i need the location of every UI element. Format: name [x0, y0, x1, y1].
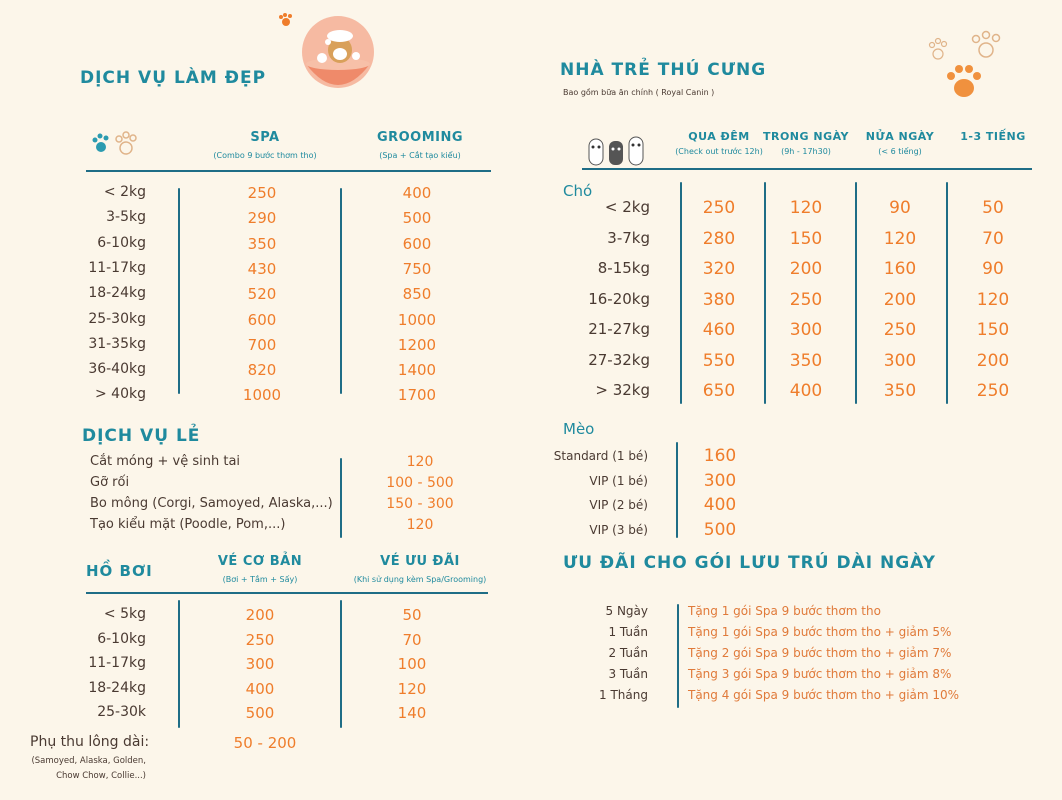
cat-type-label: VIP (3 bé) [589, 522, 648, 537]
dog-price: 200 [976, 350, 1010, 371]
spa-price: 700 [247, 335, 277, 354]
dog-price: 160 [883, 259, 917, 279]
dog-price: 250 [702, 198, 736, 218]
dog-price: 200 [883, 289, 917, 310]
spa-price: 290 [247, 209, 277, 228]
dog-price: 90 [889, 198, 911, 218]
paw-icon [926, 30, 1006, 108]
dog-price: 90 [982, 259, 1004, 279]
col-spa [195, 130, 335, 160]
boarding-col-title: TRONG NGÀY [762, 130, 850, 143]
cat-price: 300 [703, 470, 737, 491]
basic-price: 400 [245, 679, 275, 698]
boarding-col-title: QUA ĐÊM [688, 130, 750, 143]
dog-price: 150 [789, 228, 823, 249]
col-spa-sub: (Combo 9 bước thơm tho) [213, 151, 317, 160]
dog-price: 460 [702, 320, 736, 340]
weight-label: 25-30k [97, 704, 146, 720]
cat-label: Mèo [563, 420, 595, 438]
col-basic [195, 554, 325, 584]
longstay-offer: Tặng 1 gói Spa 9 bước thơm tho + giảm 5% [688, 625, 952, 639]
weight-label: < 5kg [103, 606, 146, 622]
boarding-col-title: NỬA NGÀY [865, 130, 935, 143]
boarding-col-sub: (< 6 tiếng) [878, 147, 922, 156]
surcharge-note-line-1: (Samoyed, Alaska, Golden, [31, 756, 146, 766]
paw-icon [278, 12, 294, 32]
col-basic-sub: (Bơi + Tắm + Sấy) [222, 575, 298, 584]
cat-type-label: VIP (1 bé) [589, 473, 648, 488]
longstay-offer: Tặng 4 gói Spa 9 bước thơm tho + giảm 10% [688, 688, 960, 702]
boarding-col-sub: (Check out trước 12h) [675, 147, 763, 156]
spa-price: 820 [247, 361, 277, 380]
longstay-divider [677, 604, 679, 708]
dog-weight-label: 21-27kg [588, 320, 650, 338]
col-promo [335, 554, 505, 584]
weight-label: 25-30kg [88, 310, 146, 327]
extra-divider [340, 458, 342, 538]
grooming-price: 500 [402, 209, 432, 228]
dog-price: 200 [789, 259, 823, 279]
boarding-col-sub: (9h - 17h30) [781, 147, 831, 156]
paw-icon [92, 130, 144, 164]
promo-price: 50 [402, 606, 422, 624]
pool-title: HỒ BƠI [86, 562, 153, 580]
longstay-title: ƯU ĐÃI CHO GÓI LƯU TRÚ DÀI NGÀY [563, 553, 936, 573]
dog-price: 380 [702, 289, 736, 310]
grooming-price: 750 [402, 259, 432, 278]
dog-weight-label: 27-32kg [588, 350, 650, 369]
col-basic-head: VÉ CƠ BẢN [217, 554, 303, 569]
weight-label: > 40kg [95, 386, 146, 403]
pets-peeking-icon [585, 133, 655, 173]
promo-price: 70 [402, 630, 422, 649]
extra-service-label: Gỡ rối [90, 475, 130, 490]
spa-price: 430 [247, 259, 277, 278]
boarding-title: NHÀ TRẺ THÚ CƯNG [560, 60, 767, 80]
dog-price: 120 [883, 228, 917, 249]
basic-price: 500 [245, 704, 275, 722]
dog-price: 300 [789, 320, 823, 340]
dog-price: 150 [976, 320, 1010, 340]
cat-divider [676, 442, 678, 538]
dog-price: 400 [789, 381, 823, 401]
weight-label: 6-10kg [97, 234, 146, 251]
extra-service-label: Bo mông (Corgi, Samoyed, Alaska,...) [90, 496, 333, 511]
longstay-offer: Tặng 2 gói Spa 9 bước thơm tho + giảm 7% [688, 646, 952, 660]
boarding-header-rule [582, 168, 1032, 170]
boarding-divider-4 [946, 182, 948, 404]
dog-price: 50 [982, 198, 1004, 218]
dog-weight-label: 16-20kg [588, 289, 650, 308]
surcharge-note-line-2: Chow Chow, Collie...) [56, 771, 146, 781]
longstay-duration: 5 Ngày [605, 604, 648, 618]
spa-price: 1000 [242, 386, 282, 405]
longstay-offer: Tặng 1 gói Spa 9 bước thơm tho [688, 604, 881, 618]
boarding-col-head [933, 130, 1053, 143]
promo-price: 100 [397, 655, 427, 673]
surcharge-price: 50 - 200 [233, 734, 297, 752]
beauty-header-rule [86, 170, 491, 172]
basic-price: 250 [245, 630, 275, 649]
dog-price: 650 [702, 381, 736, 401]
pool-divider-2 [340, 600, 342, 728]
dog-price: 350 [883, 381, 917, 401]
grooming-price: 600 [402, 234, 432, 253]
weight-label: 11-17kg [88, 655, 146, 671]
cat-price: 400 [703, 495, 737, 515]
longstay-duration: 2 Tuần [608, 646, 648, 660]
dog-price: 120 [976, 289, 1010, 310]
dog-price: 250 [883, 320, 917, 340]
col-grooming-head: GROOMING [376, 130, 464, 145]
col-spa-head: SPA [250, 130, 280, 145]
extra-service-label: Tạo kiểu mặt (Poodle, Pom,...) [90, 517, 286, 532]
weight-label: 11-17kg [88, 259, 146, 276]
pool-header-rule [86, 592, 488, 594]
extra-service-price: 120 [406, 517, 434, 533]
dog-price: 320 [702, 259, 736, 279]
weight-label: 36-40kg [88, 361, 146, 378]
weight-label: 18-24kg [88, 285, 146, 302]
spa-price: 600 [247, 310, 277, 329]
grooming-price: 850 [402, 285, 432, 304]
grooming-price: 1000 [397, 310, 437, 329]
dog-price: 280 [702, 228, 736, 249]
dog-weight-label: 8-15kg [597, 259, 650, 277]
dog-price: 350 [789, 350, 823, 371]
grooming-price: 1200 [397, 335, 437, 354]
beauty-title: DỊCH VỤ LÀM ĐẸP [80, 68, 267, 88]
col-grooming-sub: (Spa + Cắt tạo kiểu) [379, 151, 461, 160]
dog-weight-label: > 32kg [595, 381, 650, 399]
weight-label: 18-24kg [88, 679, 146, 696]
extra-service-price: 120 [406, 454, 434, 470]
extra-title: DỊCH VỤ LẺ [82, 426, 201, 446]
longstay-duration: 1 Tháng [599, 688, 648, 702]
longstay-duration: 1 Tuần [608, 625, 648, 639]
longstay-duration: 3 Tuần [608, 667, 648, 681]
weight-label: < 2kg [103, 184, 146, 200]
extra-service-price: 150 - 300 [386, 496, 454, 512]
dog-bath-icon [298, 14, 378, 100]
dog-price: 120 [789, 198, 823, 218]
dog-price: 70 [982, 228, 1004, 249]
dog-price: 250 [976, 381, 1010, 401]
basic-price: 200 [245, 606, 275, 624]
surcharge-label: Phụ thu lông dài: [30, 734, 150, 750]
col-grooming [350, 130, 490, 160]
basic-price: 300 [245, 655, 275, 673]
boarding-col-title: 1-3 TIẾNG [960, 130, 1026, 143]
boarding-subtitle: Bao gồm bữa ăn chính ( Royal Canin ) [563, 88, 715, 97]
cat-price: 160 [703, 446, 737, 466]
weight-label: 6-10kg [97, 630, 146, 647]
spa-price: 520 [247, 285, 277, 304]
spa-price: 250 [247, 184, 277, 202]
longstay-offer: Tặng 3 gói Spa 9 bước thơm tho + giảm 8% [688, 667, 952, 681]
cat-type-label: VIP (2 bé) [589, 498, 648, 512]
col-promo-head: VÉ ƯU ĐÃI [380, 554, 460, 569]
dog-weight-label: < 2kg [604, 198, 650, 216]
boarding-divider-3 [855, 182, 857, 404]
spa-price: 350 [247, 234, 277, 253]
weight-label: 3-5kg [106, 209, 146, 226]
weight-label: 31-35kg [88, 335, 146, 352]
extra-service-price: 100 - 500 [386, 475, 454, 491]
dog-price: 550 [702, 350, 736, 371]
extra-service-label: Cắt móng + vệ sinh tai [90, 454, 241, 469]
promo-price: 120 [397, 679, 427, 698]
dog-price: 250 [789, 289, 823, 310]
promo-price: 140 [397, 704, 427, 722]
col-promo-sub: (Khi sử dụng kèm Spa/Grooming) [353, 575, 487, 584]
grooming-price: 1400 [397, 361, 437, 380]
surcharge-note [0, 754, 146, 784]
pool-divider-1 [178, 600, 180, 728]
dog-weight-label: 3-7kg [607, 228, 650, 247]
dog-label: Chó [563, 182, 593, 200]
grooming-price: 1700 [397, 386, 437, 405]
grooming-price: 400 [402, 184, 432, 202]
beauty-divider-2 [340, 188, 342, 394]
beauty-divider-1 [178, 188, 180, 394]
cat-type-label: Standard (1 bé) [553, 449, 648, 463]
dog-price: 300 [883, 350, 917, 371]
cat-price: 500 [703, 519, 737, 540]
